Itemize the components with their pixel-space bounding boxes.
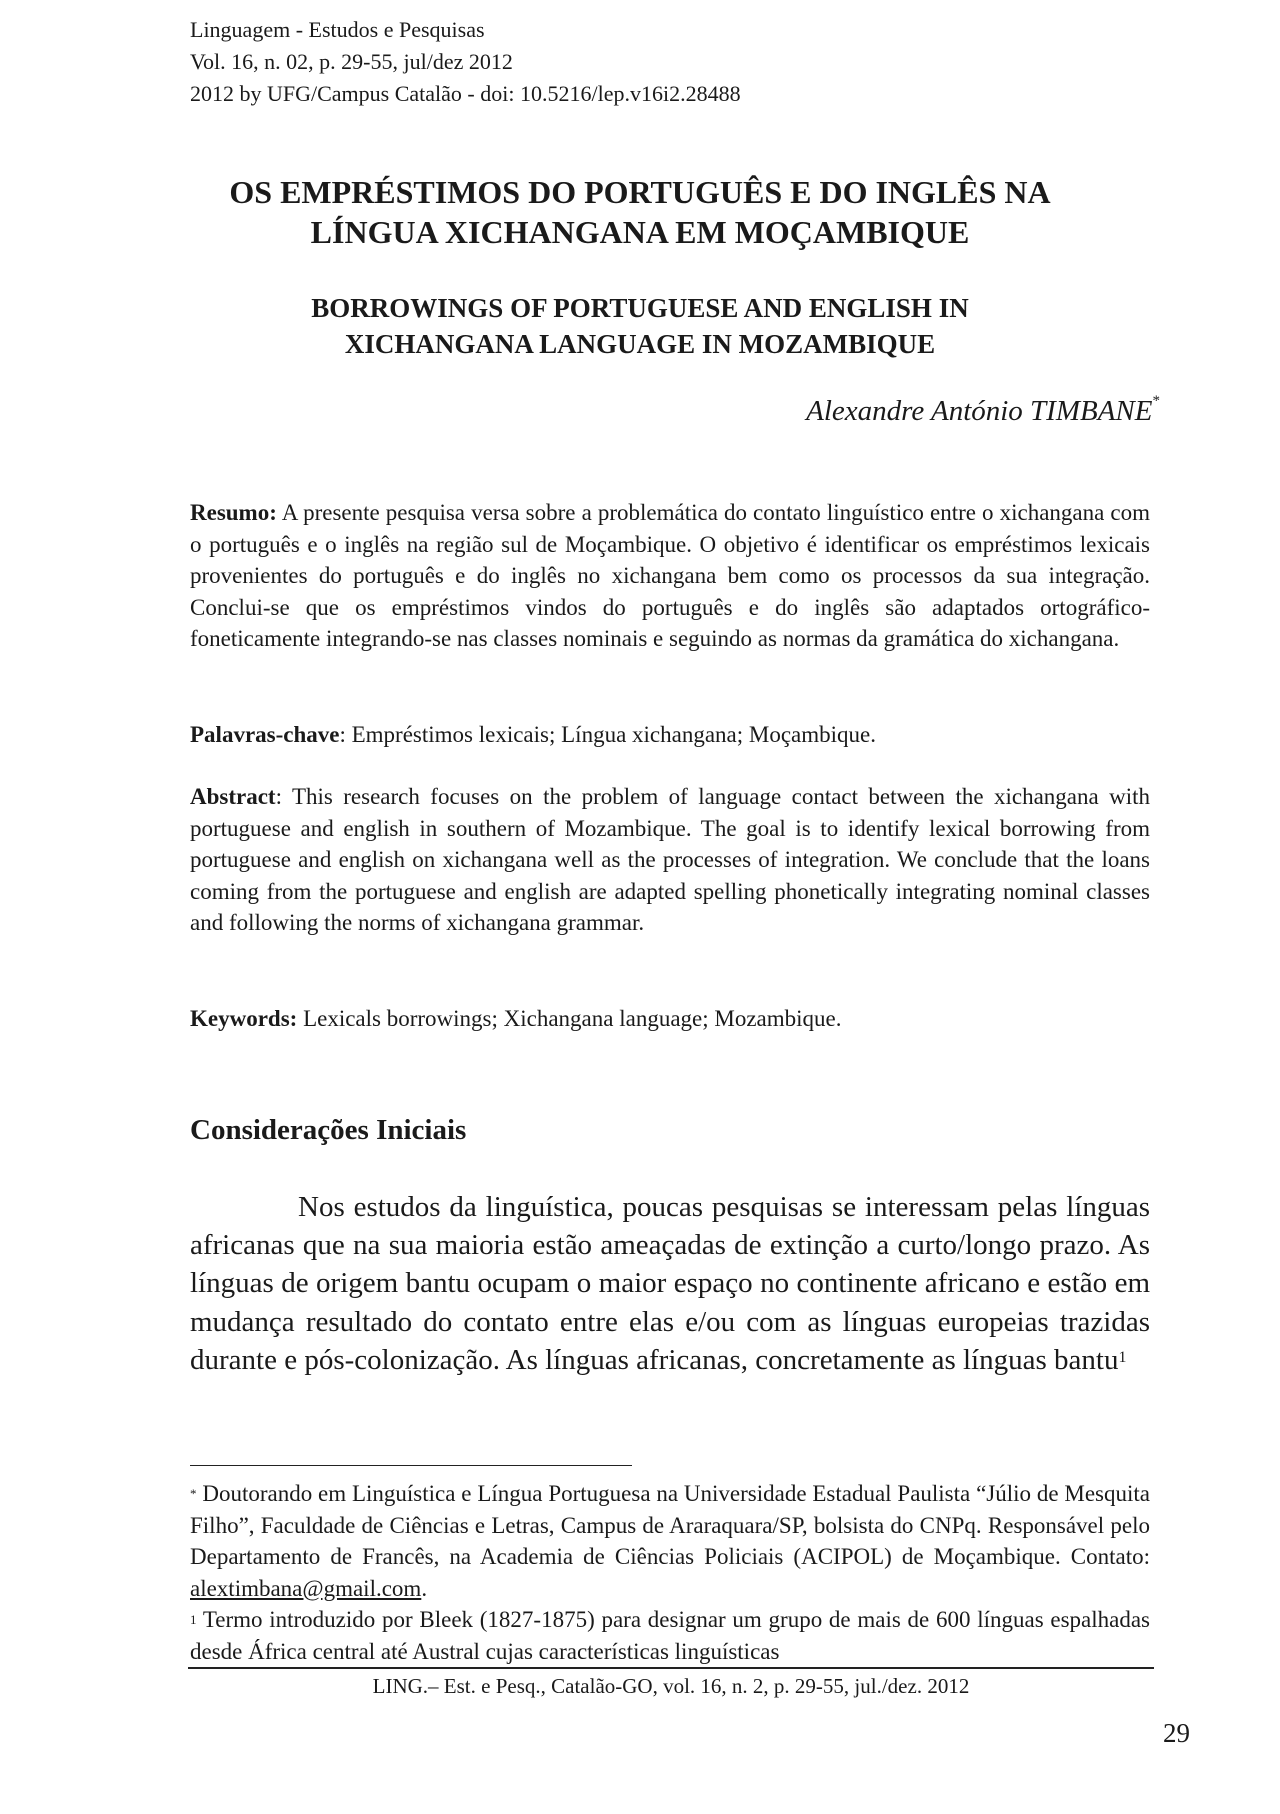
resumo-paragraph xyxy=(190,497,1150,655)
abstract-text: : This research focuses on the problem of language contact between the xichangana with portuguese and english in southern of Mozambique. The goal is to identify lexical borrowing from portuguese and english on xichangana well as the processes of integration. We conclude that the loans coming from the portuguese and english are adapted spelling phonetically integrating nominal classes and following the norms of xichangana grammar. xyxy=(190,784,1150,935)
title-pt-line-1: OS EMPRÉSTIMOS DO PORTUGUÊS E DO INGLÊS NA xyxy=(229,174,1051,210)
title-en-line-1: BORROWINGS OF PORTUGUESE AND ENGLISH IN xyxy=(311,293,969,323)
keywords-text: Lexicals borrowings; Xichangana language; Mozambique. xyxy=(297,1006,842,1031)
title-en-line-2: XICHANGANA LANGUAGE IN MOZAMBIQUE xyxy=(344,329,936,359)
palavras-chave-paragraph xyxy=(190,719,1150,751)
resumo-text: A presente pesquisa versa sobre a problemática do contato linguístico entre o xichangana com o português e o inglês na região sul de Moçambique. O objetivo é identificar os empréstimos lexicais provenientes do português e do inglês no xichangana bem como os processos da sua integração. Conclui-se que os empréstimos vindos do português e do inglês são adaptados ortográfico-foneticamente integrando-se nas classes nominais e seguindo as normas da gramática do xichangana. xyxy=(190,500,1150,651)
section-body xyxy=(190,1188,1150,1379)
author-email-link[interactable]: alextimbana@gmail.com xyxy=(190,1575,422,1601)
footnote-1-mark: 1 xyxy=(190,1612,197,1627)
footnote-author xyxy=(190,1478,1150,1604)
footnote-author-end: . xyxy=(421,1575,428,1601)
title-pt-line-2: LÍNGUA XICHANGANA EM MOÇAMBIQUE xyxy=(310,214,970,250)
author-footnote-mark: * xyxy=(1152,393,1160,409)
page-number: 29 xyxy=(1163,1718,1190,1748)
journal-volume: Vol. 16, n. 02, p. 29-55, jul/dez 2012 xyxy=(190,49,513,74)
resumo-label: Resumo: xyxy=(190,500,277,525)
title-portuguese xyxy=(190,172,1090,252)
footnote-divider xyxy=(190,1465,632,1466)
palavras-chave-label: Palavras-chave xyxy=(190,722,340,747)
abstract-paragraph xyxy=(190,781,1150,939)
journal-name: Linguagem - Estudos e Pesquisas xyxy=(190,17,485,42)
footnote-ref-1[interactable]: 1 xyxy=(1118,1348,1127,1366)
author xyxy=(806,395,1160,428)
section-body-text: Nos estudos da linguística, poucas pesquisas se interessam pelas línguas africanas que na sua maioria estão ameaçadas de extinção a curto/longo prazo. As línguas de origem bantu ocupam o maior espaço no continente africano e estão em mudança resultado do contato entre elas e/ou com as línguas europeias trazidas durante e pós-colonização. As línguas africanas, concretamente as línguas bantu xyxy=(190,1191,1150,1376)
keywords-label: Keywords: xyxy=(190,1006,298,1031)
section-heading: Considerações Iniciais xyxy=(190,1114,467,1146)
title-english xyxy=(190,290,1090,362)
abstract-label: Abstract xyxy=(190,784,276,809)
footnote-author-text: Doutorando em Linguística e Língua Portuguesa na Universidade Estadual Paulista “Júlio de Mesquita Filho”, Faculdade de Ciências e Letras, Campus de Araraquara/SP, bolsista do CNPq. Responsável pelo Departamento de Francês, na Academia de Ciências Policiais (ACIPOL) de Moçambique. Contato: xyxy=(190,1481,1150,1569)
footnote-1 xyxy=(190,1604,1150,1667)
footer-divider xyxy=(188,1667,1154,1669)
journal-doi: 2012 by UFG/Campus Catalão - doi: 10.5216/lep.v16i2.28488 xyxy=(190,81,741,106)
keywords-paragraph xyxy=(190,1003,1150,1035)
footnote-1-text: Termo introduzido por Bleek (1827-1875) para designar um grupo de mais de 600 línguas espalhadas desde África central até Austral cujas características linguísticas xyxy=(190,1607,1150,1664)
palavras-chave-text: : Empréstimos lexicais; Língua xichangana; Moçambique. xyxy=(339,722,876,747)
footer-citation: LING.– Est. e Pesq., Catalão-GO, vol. 16, n. 2, p. 29-55, jul./dez. 2012 xyxy=(372,1674,970,1698)
author-name: Alexandre António TIMBANE xyxy=(806,395,1153,427)
footnote-author-mark: * xyxy=(190,1486,197,1501)
